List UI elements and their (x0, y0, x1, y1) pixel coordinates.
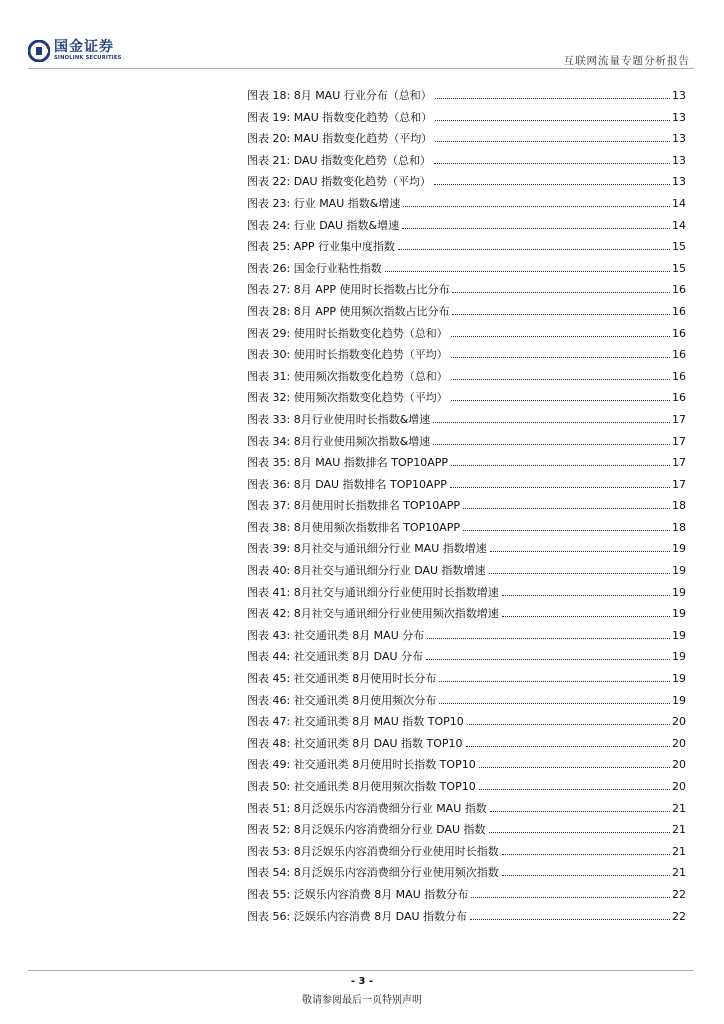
toc-entry-page: 17 (672, 412, 686, 426)
toc-dot-leader (479, 767, 670, 768)
toc-entry[interactable] (247, 908, 686, 930)
toc-entry-label: 图表 55: 泛娱乐内容消费 8月 MAU 指数分布 (247, 887, 469, 901)
toc-dot-leader (470, 919, 670, 920)
footer-divider (28, 970, 694, 971)
toc-entry-page: 21 (672, 801, 686, 815)
chart-index-list (247, 87, 686, 929)
toc-entry-label: 图表 41: 8月社交与通讯细分行业使用时长指数增速 (247, 585, 499, 599)
toc-entry-page: 14 (672, 196, 686, 210)
toc-entry[interactable] (247, 454, 686, 476)
toc-dot-leader (451, 379, 670, 380)
toc-entry-label: 图表 25: APP 行业集中度指数 (247, 240, 395, 254)
toc-entry[interactable] (247, 886, 686, 908)
toc-entry-label: 图表 48: 社交通讯类 8月 DAU 指数 TOP10 (247, 736, 463, 750)
toc-entry[interactable] (247, 87, 686, 109)
toc-entry[interactable] (247, 173, 686, 195)
toc-entry-label: 图表 28: 8月 APP 使用频次指数占比分布 (247, 304, 450, 318)
toc-entry-page: 21 (672, 844, 686, 858)
disclaimer-note: 敬请参阅最后一页特别声明 (302, 995, 422, 1006)
toc-entry-page: 13 (672, 153, 686, 167)
toc-entry[interactable] (247, 497, 686, 519)
toc-entry-label: 图表 20: MAU 指数变化趋势（平均） (247, 132, 433, 146)
toc-entry-label: 图表 52: 8月泛娱乐内容消费细分行业 DAU 指数 (247, 823, 486, 837)
toc-entry-page: 19 (672, 650, 686, 664)
toc-entry-label: 图表 47: 社交通讯类 8月 MAU 指数 TOP10 (247, 715, 464, 729)
toc-dot-leader (489, 573, 670, 574)
toc-entry-page: 21 (672, 866, 686, 880)
toc-entry[interactable] (247, 130, 686, 152)
toc-dot-leader (426, 659, 670, 660)
toc-entry[interactable] (247, 735, 686, 757)
toc-dot-leader (489, 832, 670, 833)
toc-entry-page: 19 (672, 564, 686, 578)
report-title: 互联网流量专题分析报告 (563, 55, 690, 67)
toc-entry-label: 图表 33: 8月行业使用时长指数&增速 (247, 412, 431, 426)
toc-dot-leader (433, 422, 670, 423)
toc-entry[interactable] (247, 152, 686, 174)
toc-entry-page: 17 (672, 434, 686, 448)
toc-entry[interactable] (247, 843, 686, 865)
toc-dot-leader (434, 163, 670, 164)
toc-entry-page: 16 (672, 369, 686, 383)
toc-dot-leader (451, 357, 670, 358)
toc-entry-label: 图表 35: 8月 MAU 指数排名 TOP10APP (247, 456, 449, 470)
toc-entry-label: 图表 36: 8月 DAU 指数排名 TOP10APP (247, 477, 447, 491)
toc-dot-leader (434, 184, 670, 185)
toc-entry-label: 图表 30: 使用时长指数变化趋势（平均） (247, 348, 448, 362)
toc-entry-page: 19 (672, 542, 686, 556)
toc-entry-page: 19 (672, 628, 686, 642)
toc-entry-label: 图表 31: 使用频次指数变化趋势（总和） (247, 369, 448, 383)
toc-entry[interactable] (247, 562, 686, 584)
toc-dot-leader (451, 465, 670, 466)
toc-entry[interactable] (247, 281, 686, 303)
toc-entry-label: 图表 51: 8月泛娱乐内容消费细分行业 MAU 指数 (247, 801, 487, 815)
toc-entry[interactable] (247, 627, 686, 649)
toc-entry-label: 图表 29: 使用时长指数变化趋势（总和） (247, 326, 448, 340)
toc-entry-label: 图表 46: 社交通讯类 8月使用频次分布 (247, 693, 437, 707)
toc-entry[interactable] (247, 540, 686, 562)
toc-dot-leader (439, 681, 670, 682)
toc-entry-label: 图表 42: 8月社交与通讯细分行业使用频次指数增速 (247, 607, 499, 621)
toc-entry[interactable] (247, 368, 686, 390)
toc-entry-label: 图表 18: 8月 MAU 行业分布（总和） (247, 89, 432, 102)
toc-dot-leader (450, 487, 670, 488)
toc-dot-leader (403, 206, 670, 207)
toc-entry-label: 图表 22: DAU 指数变化趋势（平均） (247, 175, 432, 189)
toc-entry-label: 图表 50: 社交通讯类 8月使用频次指数 TOP10 (247, 780, 476, 793)
toc-dot-leader (433, 444, 670, 445)
toc-entry-page: 19 (672, 585, 686, 599)
toc-entry[interactable] (247, 346, 686, 368)
toc-entry-page: 22 (672, 887, 686, 901)
toc-dot-leader (490, 811, 670, 812)
toc-dot-leader (479, 789, 670, 790)
toc-dot-leader (502, 854, 670, 855)
toc-entry-page: 18 (672, 520, 686, 534)
toc-dot-leader (435, 98, 670, 99)
toc-dot-leader (439, 703, 670, 704)
toc-dot-leader (402, 228, 670, 229)
toc-entry-page: 20 (672, 780, 686, 793)
toc-dot-leader (452, 292, 670, 293)
toc-entry-page: 19 (672, 672, 686, 686)
toc-entry[interactable] (247, 584, 686, 606)
toc-entry-page: 19 (672, 607, 686, 621)
toc-dot-leader (502, 616, 670, 617)
toc-dot-leader (471, 897, 670, 898)
toc-entry-label: 图表 21: DAU 指数变化趋势（总和） (247, 153, 432, 167)
toc-entry-page: 18 (672, 499, 686, 513)
toc-entry-page: 16 (672, 391, 686, 405)
toc-entry-page: 15 (672, 261, 686, 275)
toc-entry-page: 17 (672, 456, 686, 470)
toc-entry[interactable] (247, 756, 686, 778)
toc-entry-label: 图表 49: 社交通讯类 8月使用时长指数 TOP10 (247, 758, 476, 772)
toc-dot-leader (435, 120, 670, 121)
page-number: - 3 - (350, 976, 374, 987)
toc-entry-label: 图表 27: 8月 APP 使用时长指数占比分布 (247, 283, 450, 297)
toc-dot-leader (385, 271, 670, 272)
toc-entry-label: 图表 19: MAU 指数变化趋势（总和） (247, 110, 433, 124)
toc-entry-label: 图表 43: 社交通讯类 8月 MAU 分布 (247, 628, 425, 642)
toc-dot-leader (463, 508, 670, 509)
logo-chinese-name: 国金证券 (54, 39, 114, 56)
toc-entry-label: 图表 56: 泛娱乐内容消费 8月 DAU 指数分布 (247, 909, 468, 923)
toc-entry[interactable] (247, 648, 686, 670)
header-divider (28, 68, 694, 69)
toc-entry[interactable] (247, 713, 686, 735)
toc-entry-label: 图表 37: 8月使用时长指数排名 TOP10APP (247, 499, 460, 513)
logo-english-name: SINOLINK SECURITIES (54, 55, 122, 62)
toc-dot-leader (435, 141, 670, 142)
toc-dot-leader (451, 336, 670, 337)
toc-entry-page: 13 (672, 175, 686, 189)
toc-entry-label: 图表 45: 社交通讯类 8月使用时长分布 (247, 672, 437, 686)
toc-entry[interactable] (247, 217, 686, 239)
toc-entry-label: 图表 40: 8月社交与通讯细分行业 DAU 指数增速 (247, 564, 486, 578)
toc-entry[interactable] (247, 670, 686, 692)
toc-entry-page: 16 (672, 348, 686, 362)
toc-entry-page: 21 (672, 823, 686, 837)
logo-emblem-icon (28, 40, 50, 62)
toc-dot-leader (466, 746, 670, 747)
toc-entry-label: 图表 38: 8月使用频次指数排名 TOP10APP (247, 520, 460, 534)
toc-dot-leader (427, 638, 670, 639)
toc-dot-leader (398, 249, 670, 250)
toc-entry-page: 22 (672, 909, 686, 923)
toc-entry-page: 20 (672, 715, 686, 729)
toc-dot-leader (502, 875, 670, 876)
toc-entry[interactable] (247, 433, 686, 455)
toc-entry[interactable] (247, 476, 686, 498)
toc-entry-page: 20 (672, 736, 686, 750)
toc-entry[interactable] (247, 778, 686, 800)
toc-entry[interactable] (247, 109, 686, 131)
toc-entry[interactable] (247, 605, 686, 627)
toc-entry-label: 图表 44: 社交通讯类 8月 DAU 分布 (247, 650, 424, 664)
toc-entry-label: 图表 54: 8月泛娱乐内容消费细分行业使用频次指数 (247, 866, 499, 880)
toc-entry[interactable] (247, 238, 686, 260)
toc-entry-page: 13 (672, 89, 686, 102)
toc-entry-label: 图表 39: 8月社交与通讯细分行业 MAU 指数增速 (247, 542, 487, 556)
toc-entry[interactable] (247, 260, 686, 282)
toc-entry-label: 图表 34: 8月行业使用频次指数&增速 (247, 434, 431, 448)
toc-entry[interactable] (247, 325, 686, 347)
toc-entry-page: 15 (672, 240, 686, 254)
toc-entry-page: 14 (672, 218, 686, 232)
toc-entry[interactable] (247, 519, 686, 541)
toc-entry[interactable] (247, 411, 686, 433)
toc-dot-leader (467, 724, 670, 725)
toc-entry-page: 16 (672, 304, 686, 318)
toc-dot-leader (451, 400, 670, 401)
toc-dot-leader (490, 551, 670, 552)
toc-entry-page: 16 (672, 283, 686, 297)
toc-entry-page: 16 (672, 326, 686, 340)
toc-dot-leader (463, 530, 670, 531)
toc-entry[interactable] (247, 692, 686, 714)
toc-entry-label: 图表 26: 国金行业粘性指数 (247, 261, 382, 275)
toc-entry[interactable] (247, 821, 686, 843)
page-header (0, 0, 724, 76)
toc-entry-label: 图表 23: 行业 MAU 指数&增速 (247, 196, 401, 210)
company-logo (28, 40, 122, 62)
toc-entry-page: 17 (672, 477, 686, 491)
toc-entry[interactable] (247, 195, 686, 217)
toc-entry[interactable] (247, 800, 686, 822)
toc-entry-page: 13 (672, 132, 686, 146)
toc-entry[interactable] (247, 864, 686, 886)
toc-entry-page: 20 (672, 758, 686, 772)
toc-entry-label: 图表 24: 行业 DAU 指数&增速 (247, 218, 400, 232)
toc-entry[interactable] (247, 389, 686, 411)
toc-entry[interactable] (247, 303, 686, 325)
toc-entry-label: 图表 32: 使用频次指数变化趋势（平均） (247, 391, 448, 405)
toc-entry-label: 图表 53: 8月泛娱乐内容消费细分行业使用时长指数 (247, 844, 499, 858)
toc-entry-page: 13 (672, 110, 686, 124)
toc-entry-page: 19 (672, 693, 686, 707)
toc-dot-leader (502, 595, 670, 596)
toc-dot-leader (452, 314, 670, 315)
